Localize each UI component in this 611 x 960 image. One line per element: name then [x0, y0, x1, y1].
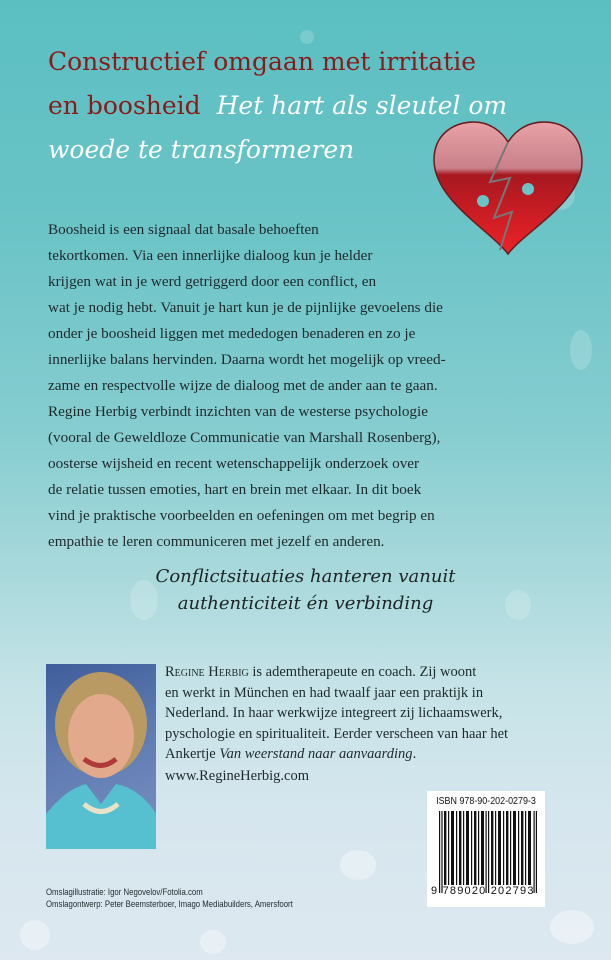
design-credit: Omslagontwerp: Peter Beemsterboer, Imago Mediabuilders, Amersfoort	[46, 899, 293, 910]
blurb-line: innerlijke balans hervinden. Daarna wordt het mogelijk op vreed-	[48, 351, 446, 368]
blurb-line: de relatie tussen emoties, hart en brein met elkaar. In dit boek	[48, 481, 422, 498]
isbn-label: ISBN 978-90-202-0279-3	[436, 795, 536, 807]
blurb-line: onder je boosheid liggen met mededogen benaderen en zo je	[48, 325, 416, 342]
bio-text: Ankertje	[165, 746, 220, 762]
isbn-barcode	[427, 791, 545, 907]
blurb-line: Boosheid is een signaal dat basale behoeften	[48, 221, 319, 238]
blurb-line: empathie te leren communiceren met jezelf en anderen.	[48, 533, 385, 550]
author-website: www.RegineHerbig.com	[165, 768, 310, 784]
illustration-credit: Omslagillustratie: Igor Negovelov/Fotolia.com	[46, 887, 203, 898]
bubble-decoration	[200, 930, 226, 954]
bubble-decoration	[570, 330, 592, 370]
bio-text: .	[412, 746, 417, 762]
tagline	[0, 563, 611, 617]
barcode-digits: 9 789020 202793	[431, 885, 535, 897]
blurb-line: wat je nodig hebt. Vanuit je hart kun je de pijnlijke gevoelens die	[48, 299, 443, 316]
tagline-line-2: authenticiteit én verbinding	[177, 593, 434, 614]
blurb-line: oosterse wijsheid en recent wetenschappelijk onderzoek over	[48, 455, 420, 472]
blurb-text	[48, 217, 518, 555]
bubble-decoration	[550, 910, 594, 944]
subtitle-end: woede te transformeren	[48, 135, 355, 164]
bubble-decoration	[20, 920, 50, 950]
barcode-bars-icon	[439, 811, 537, 893]
bio-text: is ademtherapeute en coach. Zij woont	[248, 664, 477, 680]
bio-line	[165, 662, 585, 683]
tagline-line-1: Conflictsituaties hanteren vanuit	[155, 566, 456, 587]
bio-line: Nederland. In haar werkwijze integreert zij lichaamswerk,	[165, 705, 503, 721]
author-photo	[46, 664, 156, 849]
author-portrait-image	[46, 664, 156, 849]
blurb-line: vind je praktische voorbeelden en oefeningen om met begrip en	[48, 507, 435, 524]
blurb-line: tekortkomen. Via een innerlijke dialoog kun je helder	[48, 247, 373, 264]
bio-line	[165, 744, 585, 765]
blurb-line: zame en respectvolle wijze de dialoog met de ander aan te gaan.	[48, 377, 438, 394]
blurb-line: (vooral de Geweldloze Communicatie van Marshall Rosenberg),	[48, 429, 441, 446]
bio-line: en werkt in München en had twaalf jaar een praktijk in	[165, 684, 484, 701]
blurb-line: krijgen wat in je werd getriggerd door een conflict, en	[48, 273, 377, 290]
title-line-1: Constructief omgaan met irritatie	[48, 47, 477, 76]
bubble-decoration	[340, 850, 376, 880]
author-bio	[165, 662, 585, 765]
cover-credits	[46, 887, 293, 911]
title-main-end: en boosheid	[48, 91, 201, 120]
blurb-line: Regine Herbig verbindt inzichten van de westerse psychologie	[48, 403, 428, 420]
author-name: Regine Herbig	[165, 664, 249, 680]
subtitle-start: Het hart als sleutel om	[216, 91, 508, 120]
bio-line: pyschologie en spiritualiteit. Eerder verscheen van haar het	[165, 725, 509, 742]
previous-book-title: Van weerstand naar aanvaarding	[219, 746, 413, 762]
